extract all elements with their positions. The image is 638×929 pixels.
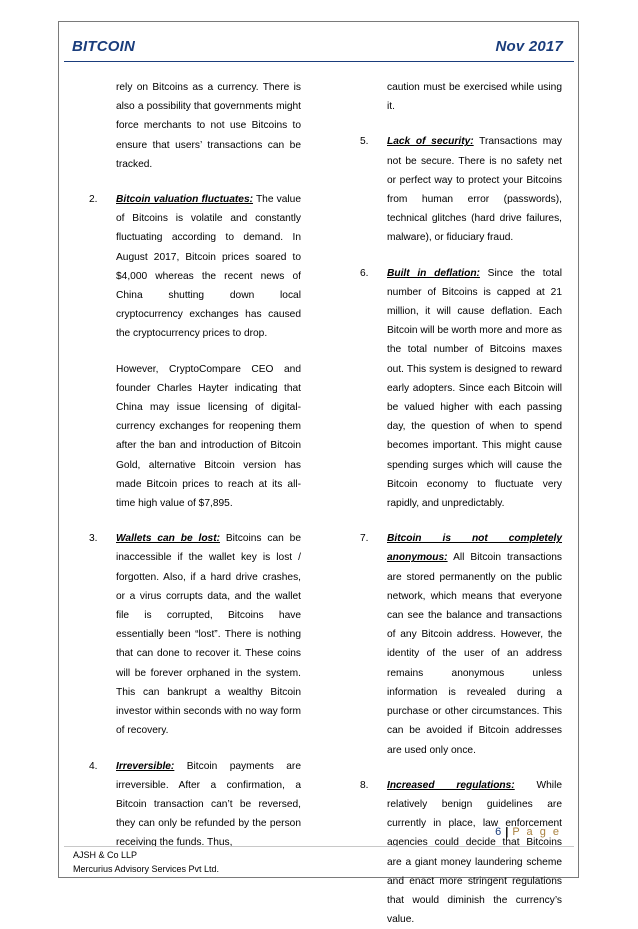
list-item-4 [89, 757, 301, 853]
item-number: 2. [89, 194, 98, 206]
list-item-7 [360, 529, 562, 759]
footer-rule [64, 846, 574, 847]
page-label: P a g e [512, 826, 561, 838]
item-2-paragraph-2: However, CryptoCompare CEO and founder Charles Hayter indicating that China may issue licensing of digital-currency exchanges for reopening them after the ban and introduction of Bitcoin Gold, alternative Bitcoin version has made Bitcoin prices to reach at its all-time high value of $7,895. [116, 363, 301, 510]
header-date: Nov 2017 [495, 38, 563, 55]
item-title: Increased regulations: [387, 779, 515, 791]
page-separator: | [505, 826, 509, 838]
right-column [360, 78, 562, 929]
header-title: BITCOIN [72, 38, 136, 55]
right-intro-paragraph: caution must be exercised while using it. [387, 82, 562, 113]
item-title: Irreversible: [116, 760, 175, 772]
footer-company-line-1: AJSH & Co LLP [73, 850, 138, 860]
page-number-value: 6 [495, 826, 502, 838]
item-text: While relatively benign guidelines are currently in place, law enforcement agencies could decide that Bitcoins are a giant money laundering scheme and enact more stringent regulations that would diminish the currency’s value. [387, 779, 562, 926]
item-number: 4. [89, 760, 98, 772]
left-intro-paragraph: rely on Bitcoins as a currency. There is also a possibility that governments might force merchants to not use Bitcoins to ensure that users’ transactions can be tracked. [116, 82, 301, 170]
page-number [495, 826, 561, 838]
item-text: The value of Bitcoins is volatile and constantly fluctuating according to demand. In August 2017, Bitcoin prices soared to $4,000 whereas the recent news of China shutting down local cryptocurrency exchanges has caused the cryptocurrency prices to drop. [116, 194, 301, 340]
list-item-8 [360, 776, 562, 929]
item-number: 3. [89, 533, 98, 545]
list-item-2 [89, 190, 301, 513]
item-number: 5. [360, 136, 369, 148]
item-title: Built in deflation: [387, 267, 480, 279]
item-title: Bitcoin valuation fluctuates: [116, 194, 254, 206]
item-text: Transactions may not be secure. There is no safety net or perfect way to protect your Bitcoins from human error (passwords), technical glitches (hard drive failures, malware), or fiduciary fraud. [387, 136, 562, 244]
footer-company-line-2: Mercurius Advisory Services Pvt Ltd. [73, 864, 220, 874]
item-number: 6. [360, 267, 369, 279]
item-title: Wallets can be lost: [116, 533, 220, 545]
item-number: 7. [360, 533, 369, 545]
item-number: 8. [360, 779, 369, 791]
left-column [89, 78, 301, 853]
list-item-5 [360, 132, 562, 247]
header-rule [64, 61, 574, 62]
item-title: Bitcoin is not completely anonymous: [387, 533, 562, 564]
list-item-6 [360, 264, 562, 514]
list-item-3 [89, 529, 301, 740]
item-text: Bitcoins can be inaccessible if the wallet key is lost / forgotten. Also, if a hard drive crashes, or a virus corrupts data, and the wallet file is corrupted, Bitcoins have essentially been “lost”. There is nothing that can done to recover it. These coins will be forever orphaned in the system. This can bankrupt a wealthy Bitcoin investor within seconds with no way form of recovery. [116, 533, 301, 737]
item-text: Since the total number of Bitcoins is capped at 21 million, it will cause deflation. Each Bitcoin will be worth more and more as the total number of Bitcoins maxes out. This system is designed to reward early adopters. Since each Bitcoin will be valued higher with each passing day, the question of when to spend becomes important. This might cause spending surges which will cause the Bitcoin economy to fluctuate very rapidly, and unpredictably. [387, 267, 562, 510]
item-text: All Bitcoin transactions are stored permanently on the public network, which means that everyone can see the balance and transactions of any Bitcoin address. However, the identity of the user of an address remains anonymous unless information is revealed during a purchase or other circumstances. This can be avoided if Bitcoin addresses are used only once. [387, 552, 562, 756]
item-text: Bitcoin payments are irreversible. After a confirmation, a Bitcoin transaction can’t be reversed, they can only be refunded by the person receiving the funds. Thus, [116, 760, 301, 849]
item-title: Lack of security: [387, 136, 474, 148]
